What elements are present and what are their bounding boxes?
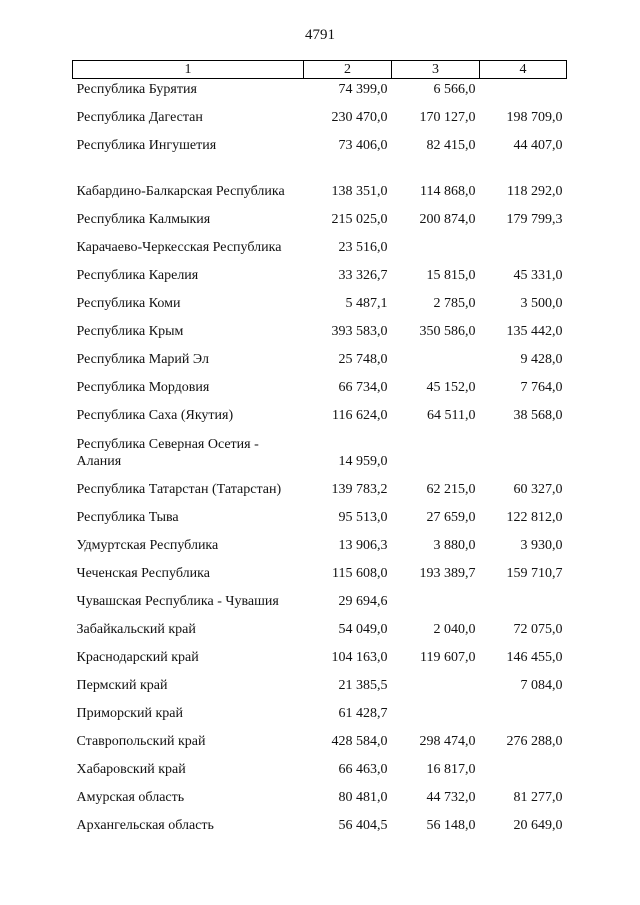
- region-name: Пермский край: [76, 678, 168, 693]
- value-col-4: 135 442,0: [506, 324, 563, 339]
- table-row: [73, 345, 567, 373]
- table-row: [73, 261, 567, 289]
- value-cell-col-3: [392, 131, 480, 159]
- value-cell-col-2: [304, 289, 392, 317]
- value-col-2: 428 584,0: [331, 734, 388, 749]
- value-col-4: 81 277,0: [513, 790, 563, 805]
- value-cell-col-3: [392, 401, 480, 429]
- region-name: Республика Ингушетия: [76, 138, 217, 153]
- region-name: Республика Крым: [76, 324, 184, 339]
- region-name-cell: [73, 345, 304, 373]
- value-cell-col-3: [392, 755, 480, 783]
- region-name: Республика Бурятия: [76, 82, 197, 97]
- value-col-3: 114 868,0: [420, 184, 476, 199]
- value-cell-col-4: [480, 261, 567, 289]
- value-col-4: 60 327,0: [513, 482, 563, 497]
- value-col-3: 193 389,7: [419, 566, 476, 581]
- value-cell-col-4: [480, 103, 567, 131]
- value-col-2: 74 399,0: [338, 82, 388, 97]
- value-col-2: 230 470,0: [331, 110, 388, 125]
- region-name: Республика Коми: [76, 296, 181, 311]
- table-row: [73, 503, 567, 531]
- value-col-2: 23 516,0: [338, 240, 388, 255]
- value-col-3: 2 785,0: [433, 296, 476, 311]
- region-name-cell: [73, 755, 304, 783]
- value-col-3: 350 586,0: [419, 324, 476, 339]
- value-cell-col-4: [480, 475, 567, 503]
- region-name-cell: [73, 503, 304, 531]
- value-cell-col-2: [304, 643, 392, 671]
- region-name-cell: [73, 79, 304, 104]
- table-row: [73, 699, 567, 727]
- value-cell-col-3: [392, 727, 480, 755]
- table-row: [73, 811, 567, 839]
- region-name: Удмуртская Республика: [76, 538, 219, 553]
- value-cell-col-2: [304, 699, 392, 727]
- region-name: Краснодарский край: [76, 650, 199, 665]
- value-cell-col-2: [304, 615, 392, 643]
- value-col-2: 61 428,7: [338, 706, 388, 721]
- value-cell-col-4: [480, 429, 567, 475]
- table-row: [73, 671, 567, 699]
- value-col-4: 72 075,0: [513, 622, 563, 637]
- value-col-2: 80 481,0: [338, 790, 388, 805]
- region-name: Республика Северная Осетия - Алания: [76, 437, 259, 469]
- value-cell-col-3: [392, 643, 480, 671]
- value-col-2: 95 513,0: [338, 510, 388, 525]
- value-col-3: 200 874,0: [419, 212, 476, 227]
- value-cell-col-2: [304, 131, 392, 159]
- region-name-cell: [73, 643, 304, 671]
- region-name-cell: [73, 671, 304, 699]
- value-cell-col-2: [304, 531, 392, 559]
- value-col-2: 33 326,7: [338, 268, 388, 283]
- value-col-4: 146 455,0: [506, 650, 563, 665]
- value-col-2: 5 487,1: [345, 296, 388, 311]
- value-cell-col-2: [304, 727, 392, 755]
- region-name-cell: [73, 373, 304, 401]
- table-row: [73, 615, 567, 643]
- region-name-cell: [73, 205, 304, 233]
- column-header-2: 2: [304, 61, 392, 79]
- value-cell-col-2: [304, 345, 392, 373]
- table-row: [73, 559, 567, 587]
- value-cell-col-4: [480, 531, 567, 559]
- region-name-cell: [73, 559, 304, 587]
- value-cell-col-2: [304, 429, 392, 475]
- value-col-2: 116 624,0: [332, 408, 388, 423]
- value-col-2: 66 734,0: [338, 380, 388, 395]
- region-name: Республика Карелия: [76, 268, 199, 283]
- region-name-cell: [73, 401, 304, 429]
- region-name: Забайкальский край: [76, 622, 196, 637]
- value-cell-col-4: [480, 373, 567, 401]
- region-name-cell: [73, 429, 304, 475]
- value-cell-col-3: [392, 783, 480, 811]
- value-col-4: 159 710,7: [506, 566, 563, 581]
- region-name: Республика Саха (Якутия): [76, 408, 234, 423]
- value-cell-col-2: [304, 205, 392, 233]
- region-name: Ставропольский край: [76, 734, 206, 749]
- value-cell-col-4: [480, 559, 567, 587]
- value-cell-col-2: [304, 559, 392, 587]
- column-header-4: 4: [480, 61, 567, 79]
- table-row: [73, 103, 567, 131]
- region-name: Республика Дагестан: [76, 110, 203, 125]
- value-col-3: 62 215,0: [426, 482, 476, 497]
- table-row: [73, 373, 567, 401]
- value-col-2: 25 748,0: [338, 352, 388, 367]
- table-row: [73, 783, 567, 811]
- value-col-2: 104 163,0: [331, 650, 388, 665]
- value-col-2: 14 959,0: [338, 454, 388, 469]
- value-cell-col-2: [304, 79, 392, 104]
- region-name: Чувашская Республика - Чувашия: [76, 594, 279, 609]
- region-name: Амурская область: [76, 790, 185, 805]
- region-name-cell: [73, 159, 304, 205]
- value-cell-col-3: [392, 103, 480, 131]
- value-cell-col-3: [392, 475, 480, 503]
- value-col-2: 66 463,0: [338, 762, 388, 777]
- value-cell-col-4: [480, 79, 567, 104]
- value-col-3: 56 148,0: [426, 818, 476, 833]
- value-cell-col-4: [480, 755, 567, 783]
- value-cell-col-3: [392, 205, 480, 233]
- budget-table: [72, 60, 567, 839]
- region-name-cell: [73, 727, 304, 755]
- value-col-2: 54 049,0: [338, 622, 388, 637]
- value-cell-col-4: [480, 587, 567, 615]
- region-name: Чеченская Республика: [76, 566, 210, 581]
- region-name: Республика Калмыкия: [76, 212, 211, 227]
- region-name-cell: [73, 811, 304, 839]
- value-col-4: 276 288,0: [506, 734, 563, 749]
- region-name-cell: [73, 103, 304, 131]
- table-row: [73, 205, 567, 233]
- table-header-row: [73, 61, 567, 79]
- value-col-4: 3 500,0: [520, 296, 563, 311]
- value-col-4: 7 084,0: [520, 678, 563, 693]
- value-col-4: 118 292,0: [507, 184, 563, 199]
- value-cell-col-2: [304, 783, 392, 811]
- region-name-cell: [73, 261, 304, 289]
- value-cell-col-3: [392, 289, 480, 317]
- value-col-2: 138 351,0: [331, 184, 388, 199]
- table-row: [73, 233, 567, 261]
- value-cell-col-4: [480, 671, 567, 699]
- value-col-3: 3 880,0: [433, 538, 476, 553]
- value-cell-col-3: [392, 503, 480, 531]
- table-row: [73, 531, 567, 559]
- value-cell-col-4: [480, 503, 567, 531]
- value-cell-col-3: [392, 559, 480, 587]
- value-col-2: 115 608,0: [332, 566, 388, 581]
- region-name-cell: [73, 783, 304, 811]
- value-cell-col-3: [392, 811, 480, 839]
- region-name-cell: [73, 289, 304, 317]
- value-cell-col-4: [480, 811, 567, 839]
- value-col-4: 38 568,0: [513, 408, 563, 423]
- region-name: Карачаево-Черкесская Республика: [76, 240, 282, 255]
- region-name-cell: [73, 699, 304, 727]
- value-cell-col-4: [480, 727, 567, 755]
- value-col-2: 393 583,0: [331, 324, 388, 339]
- value-cell-col-4: [480, 401, 567, 429]
- value-cell-col-3: [392, 159, 480, 205]
- value-col-2: 29 694,6: [338, 594, 388, 609]
- value-cell-col-2: [304, 317, 392, 345]
- region-name: Приморский край: [76, 706, 183, 721]
- value-cell-col-3: [392, 345, 480, 373]
- value-col-3: 119 607,0: [420, 650, 476, 665]
- value-cell-col-4: [480, 131, 567, 159]
- region-name-cell: [73, 475, 304, 503]
- value-col-2: 139 783,2: [331, 482, 388, 497]
- column-header-3: 3: [392, 61, 480, 79]
- value-cell-col-3: [392, 429, 480, 475]
- region-name: Республика Тыва: [76, 510, 179, 525]
- value-col-4: 198 709,0: [506, 110, 563, 125]
- value-col-3: 2 040,0: [433, 622, 476, 637]
- value-col-2: 73 406,0: [338, 138, 388, 153]
- value-cell-col-4: [480, 289, 567, 317]
- value-cell-col-3: [392, 531, 480, 559]
- value-col-4: 7 764,0: [520, 380, 563, 395]
- value-cell-col-4: [480, 159, 567, 205]
- value-cell-col-2: [304, 475, 392, 503]
- value-cell-col-3: [392, 615, 480, 643]
- value-col-3: 6 566,0: [433, 82, 476, 97]
- value-cell-col-3: [392, 79, 480, 104]
- value-cell-col-3: [392, 699, 480, 727]
- value-col-3: 44 732,0: [426, 790, 476, 805]
- value-col-4: 20 649,0: [513, 818, 563, 833]
- table-row: [73, 727, 567, 755]
- table-row: [73, 289, 567, 317]
- value-cell-col-3: [392, 373, 480, 401]
- value-cell-col-4: [480, 205, 567, 233]
- value-cell-col-3: [392, 587, 480, 615]
- region-name-cell: [73, 317, 304, 345]
- region-name-cell: [73, 531, 304, 559]
- value-cell-col-2: [304, 159, 392, 205]
- value-col-4: 9 428,0: [520, 352, 563, 367]
- column-header-1: 1: [73, 61, 304, 79]
- value-cell-col-2: [304, 401, 392, 429]
- value-cell-col-4: [480, 643, 567, 671]
- value-col-3: 45 152,0: [426, 380, 476, 395]
- table-row: [73, 79, 567, 104]
- value-cell-col-2: [304, 373, 392, 401]
- value-cell-col-2: [304, 103, 392, 131]
- table-row: [73, 317, 567, 345]
- table-row: [73, 643, 567, 671]
- value-cell-col-3: [392, 233, 480, 261]
- value-cell-col-3: [392, 671, 480, 699]
- value-cell-col-2: [304, 233, 392, 261]
- region-name-cell: [73, 587, 304, 615]
- value-col-4: 44 407,0: [513, 138, 563, 153]
- value-cell-col-4: [480, 783, 567, 811]
- region-name-cell: [73, 233, 304, 261]
- value-cell-col-2: [304, 755, 392, 783]
- value-col-4: 122 812,0: [506, 510, 563, 525]
- value-cell-col-4: [480, 699, 567, 727]
- table-row: [73, 401, 567, 429]
- value-cell-col-2: [304, 587, 392, 615]
- value-col-2: 13 906,3: [338, 538, 388, 553]
- region-name-cell: [73, 131, 304, 159]
- region-name: Архангельская область: [76, 818, 214, 833]
- value-cell-col-4: [480, 345, 567, 373]
- value-col-2: 215 025,0: [331, 212, 388, 227]
- table-row: [73, 587, 567, 615]
- value-cell-col-4: [480, 615, 567, 643]
- table-row: [73, 755, 567, 783]
- region-name: Республика Татарстан (Татарстан): [76, 482, 282, 497]
- table-body: [73, 79, 567, 840]
- value-cell-col-2: [304, 503, 392, 531]
- value-col-2: 21 385,5: [338, 678, 388, 693]
- value-col-4: 179 799,3: [506, 212, 563, 227]
- value-col-3: 64 511,0: [427, 408, 476, 423]
- value-col-3: 16 817,0: [426, 762, 476, 777]
- region-name: Кабардино-Балкарская Республика: [76, 184, 285, 199]
- value-col-3: 27 659,0: [426, 510, 476, 525]
- value-col-4: 3 930,0: [520, 538, 563, 553]
- value-col-3: 170 127,0: [419, 110, 476, 125]
- value-cell-col-2: [304, 671, 392, 699]
- value-cell-col-2: [304, 811, 392, 839]
- region-name-cell: [73, 615, 304, 643]
- table-row: [73, 429, 567, 475]
- region-name: Хабаровский край: [76, 762, 186, 777]
- value-col-3: 15 815,0: [426, 268, 476, 283]
- table-row: [73, 475, 567, 503]
- value-col-3: 298 474,0: [419, 734, 476, 749]
- value-cell-col-4: [480, 233, 567, 261]
- value-col-3: 82 415,0: [426, 138, 476, 153]
- value-cell-col-4: [480, 317, 567, 345]
- value-col-2: 56 404,5: [338, 818, 388, 833]
- page-number: 4791: [305, 27, 335, 43]
- value-cell-col-2: [304, 261, 392, 289]
- table-row: [73, 159, 567, 205]
- value-cell-col-3: [392, 317, 480, 345]
- value-cell-col-3: [392, 261, 480, 289]
- region-name: Республика Марий Эл: [76, 352, 209, 367]
- region-name: Республика Мордовия: [76, 380, 210, 395]
- table-row: [73, 131, 567, 159]
- value-col-4: 45 331,0: [513, 268, 563, 283]
